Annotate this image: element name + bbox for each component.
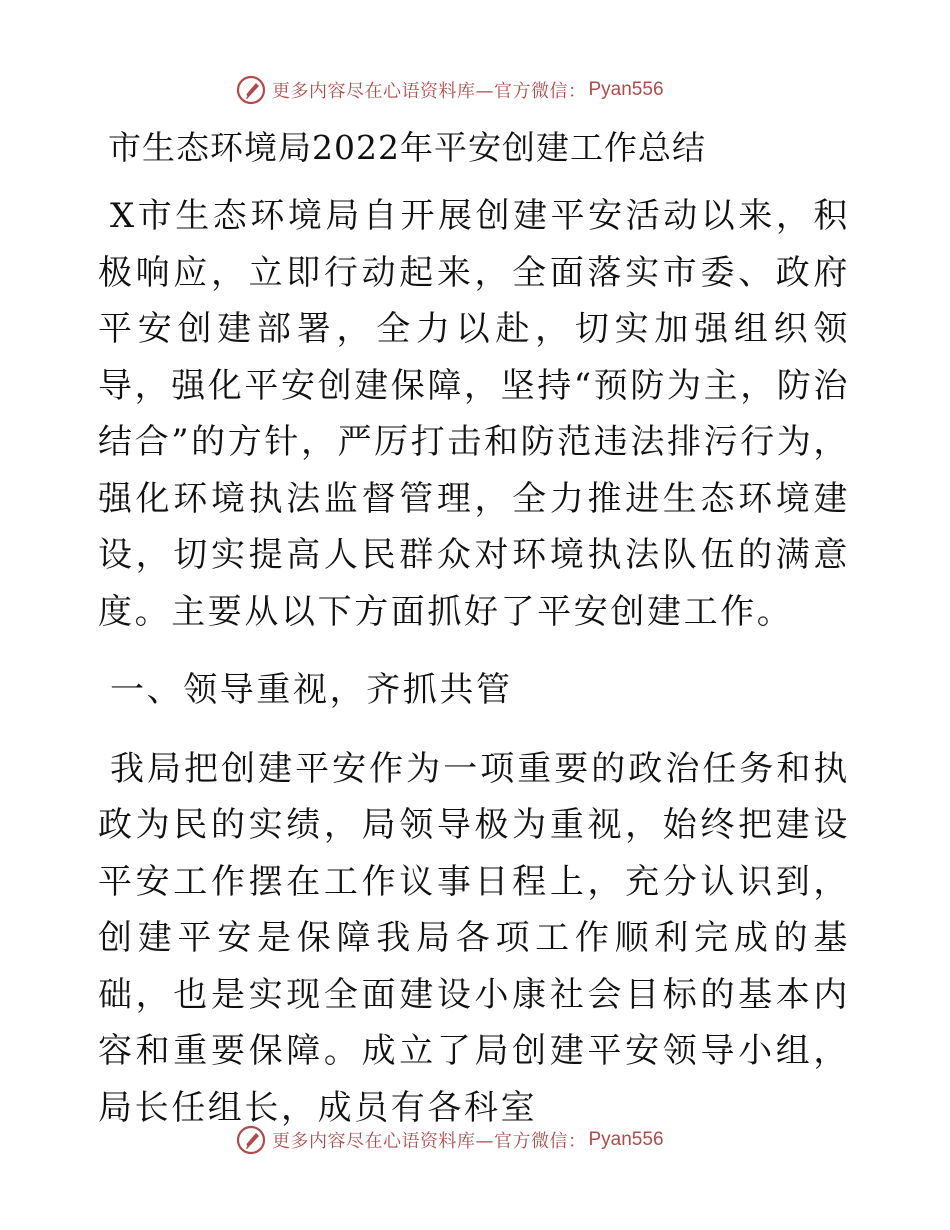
section-heading-1: 一、领导重视，齐抓共管: [110, 670, 513, 710]
watermark-header: [236, 73, 664, 107]
paragraph-section-1: 我局把创建平安作为一项重要的政治任务和执政为民的实绩，局领导极为重视，始终把建设平安工作摆在工作议事日程上，充分认识到，创建平安是保障我局各项工作顺利完成的基础，也是实现全面建设小康社会目标的基本内容和重要保障。成立了局创建平安领导小组，局长任组长，成员有各科室: [98, 748, 850, 1128]
watermark-contact: Pyan556: [588, 79, 664, 100]
pen-nib-logo-icon: [236, 75, 266, 105]
paragraph-intro: X市生态环境局自开展创建平安活动以来，积极响应，立即行动起来，全面落实市委、政府平安创建部署，全力以赴，切实加强组织领导，强化平安创建保障，坚持“预防为主，防治结合”的方针，严厉打击和防范违法排污行为，强化环境执法监督管理，全力推进生态环境建设，切实提高人民群众对环境执法队伍的满意度。主要从以下方面抓好了平安创建工作。: [98, 196, 850, 632]
pen-nib-logo-icon: [236, 1125, 266, 1155]
document-title: 市生态环境局2022年平安创建工作总结: [108, 128, 706, 167]
document-body: [98, 118, 850, 1136]
watermark-footer: [236, 1123, 664, 1157]
watermark-text: 更多内容尽在心语资料库—官方微信：: [272, 1131, 587, 1152]
watermark-contact: Pyan556: [588, 1129, 664, 1150]
watermark-text: 更多内容尽在心语资料库—官方微信：: [272, 81, 587, 102]
